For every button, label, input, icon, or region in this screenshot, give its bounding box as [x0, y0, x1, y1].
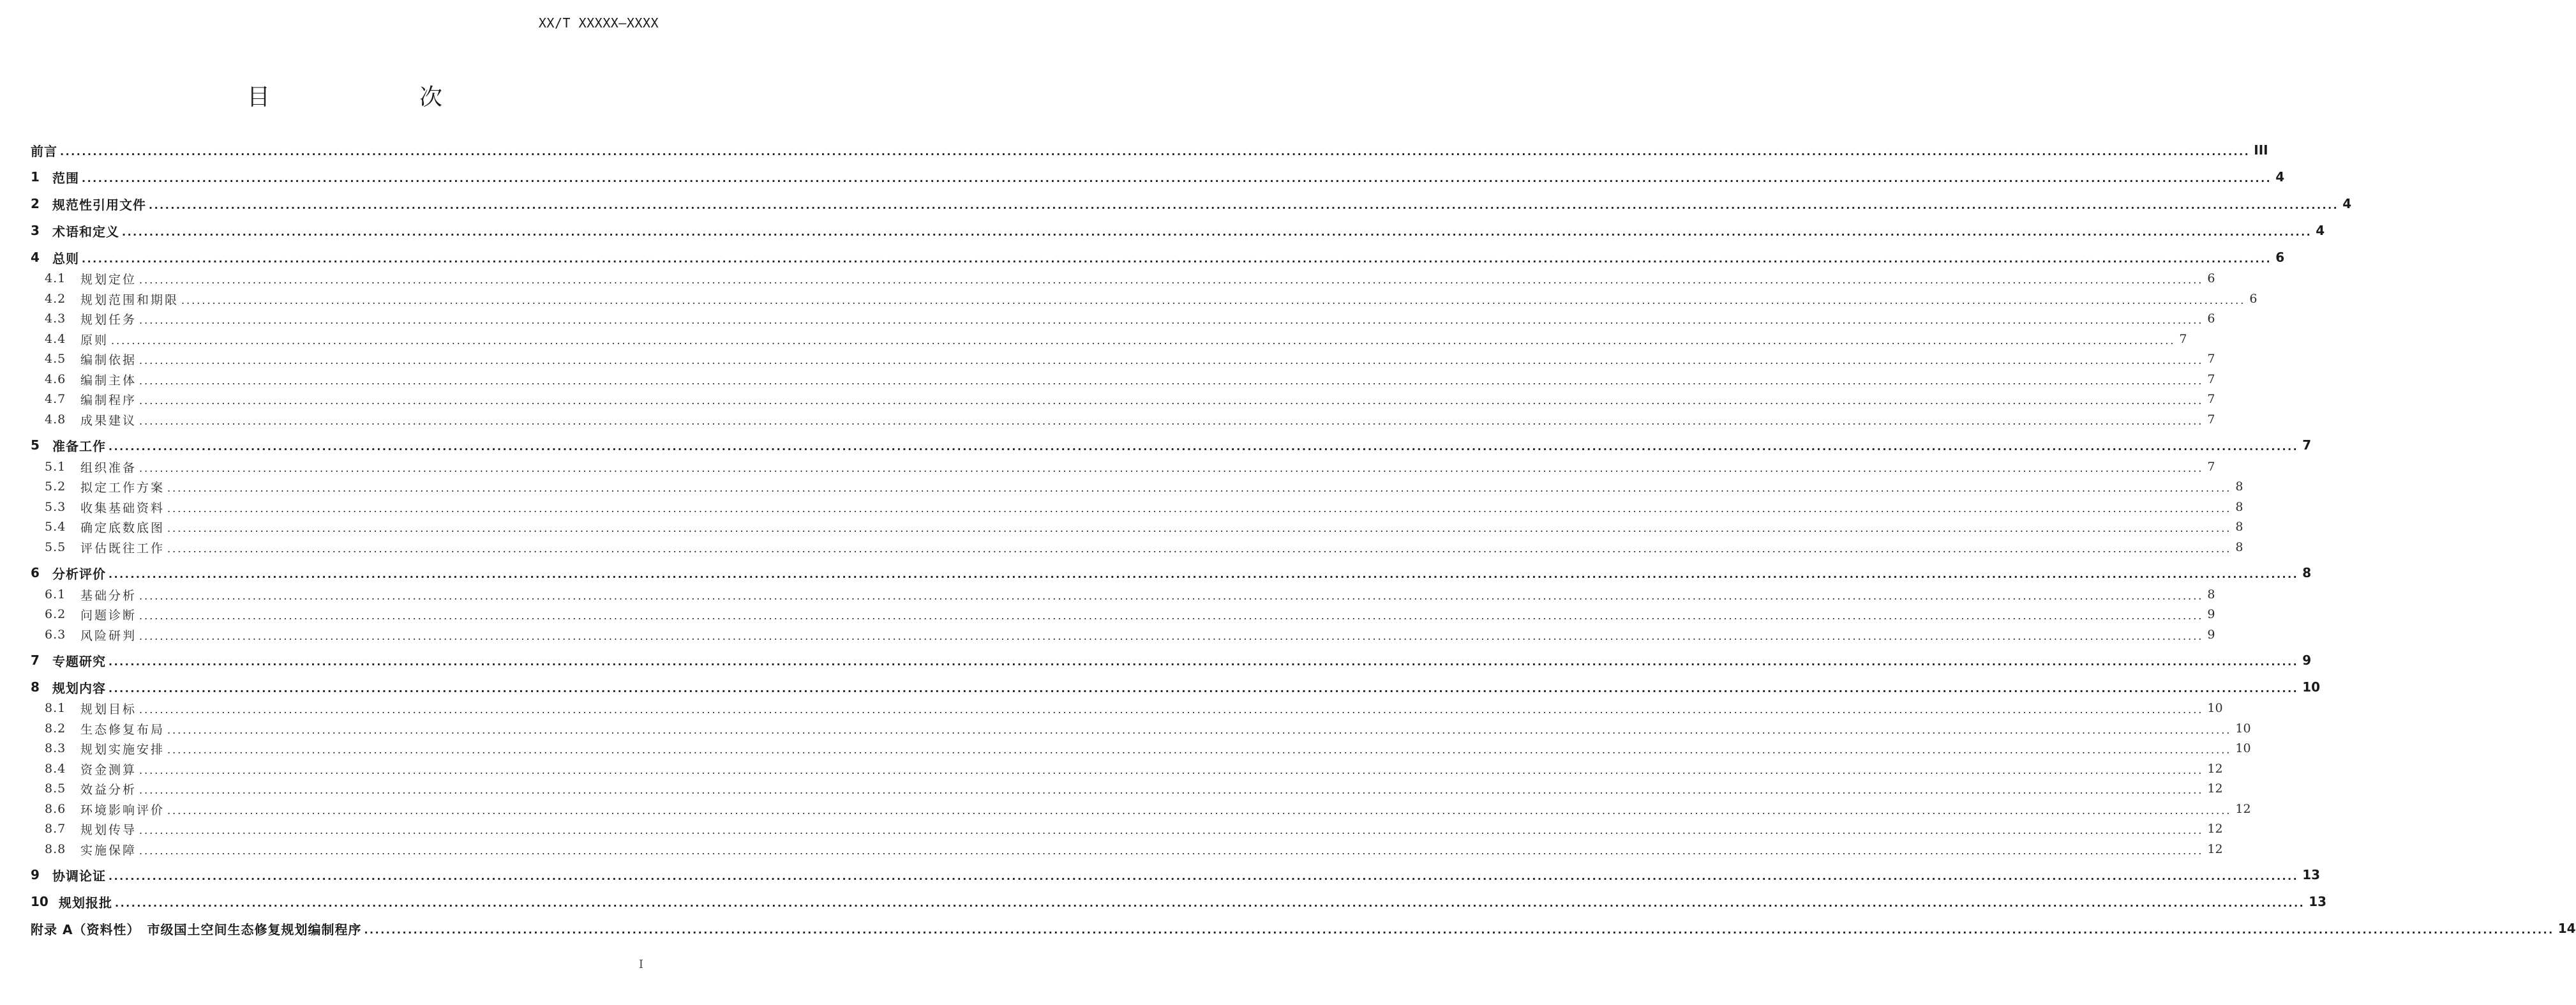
toc-entry-title: 规划报批: [59, 895, 112, 911]
toc-entry[interactable]: [31, 248, 2285, 267]
toc-entry-title: 规划范围和期限: [80, 292, 179, 307]
toc-entry-title: 规范性引用文件: [52, 197, 146, 213]
toc-leader-dots: ................................................................................................................................................................................................................................................................................................................................................................................................................: [109, 682, 2299, 695]
toc-entry-page: 6: [2207, 312, 2215, 326]
toc-entry-number: 8.1: [45, 701, 66, 715]
toc-entry-title: 基础分析: [80, 588, 137, 603]
toc-entry-page: 9: [2207, 628, 2215, 642]
toc-entry-page: 7: [2207, 412, 2215, 427]
toc-entry-title: 拟定工作方案: [80, 480, 165, 495]
toc-leader-dots: ................................................................................................................................................................................................................................................................................................................................................................................................................: [167, 502, 2232, 515]
toc-leader-dots: ................................................................................................................................................................................................................................................................................................................................................................................................................: [139, 414, 2204, 427]
toc-entry[interactable]: [45, 819, 2223, 838]
toc-entry[interactable]: [45, 605, 2215, 624]
toc-entry[interactable]: [31, 892, 2327, 911]
toc-entry-number: 6.3: [45, 628, 66, 642]
toc-leader-dots: ................................................................................................................................................................................................................................................................................................................................................................................................................: [82, 252, 2272, 265]
toc-entry[interactable]: [45, 739, 2251, 758]
toc-entry[interactable]: [45, 840, 2223, 859]
toc-entry-title: 规划实施安排: [80, 742, 165, 757]
toc-entry-page: 10: [2207, 701, 2223, 715]
toc-leader-dots: ................................................................................................................................................................................................................................................................................................................................................................................................................: [167, 481, 2232, 494]
toc-entry-number: 4.6: [45, 372, 66, 386]
toc-leader-dots: ................................................................................................................................................................................................................................................................................................................................................................................................................: [139, 374, 2204, 387]
toc-entry-title: 术语和定义: [52, 223, 119, 239]
toc-entry-title: 成果建议: [80, 413, 137, 428]
toc-entry-number: 5.3: [45, 500, 66, 514]
toc-entry[interactable]: [45, 799, 2251, 819]
toc-entry-title: 前言: [31, 143, 57, 159]
page-title: 目 次: [246, 84, 477, 110]
document-code: XX/T XXXXX—XXXX: [538, 15, 659, 31]
toc-entry-number: 6.2: [45, 607, 66, 621]
toc-entry-page: 8: [2235, 480, 2243, 494]
toc-entry-page: 10: [2235, 741, 2251, 755]
toc-leader-dots: ................................................................................................................................................................................................................................................................................................................................................................................................................: [139, 589, 2204, 602]
toc-entry-title: 准备工作: [52, 438, 106, 454]
toc-entry-number: 5.2: [45, 480, 66, 494]
toc-entry-title: 编制程序: [80, 393, 137, 407]
toc-leader-dots: ................................................................................................................................................................................................................................................................................................................................................................................................................: [167, 723, 2232, 736]
toc-entry[interactable]: [31, 167, 2285, 186]
toc-entry-title: 附录 A（资料性） 市级国土空间生态修复规划编制程序: [31, 921, 362, 937]
toc-leader-dots: ................................................................................................................................................................................................................................................................................................................................................................................................................: [139, 354, 2204, 366]
toc-entry[interactable]: [31, 194, 2352, 213]
toc-entry-title: 编制依据: [80, 352, 137, 367]
toc-entry-title: 效益分析: [80, 782, 137, 797]
toc-entry-title: 规划目标: [80, 702, 137, 716]
toc-entry-number: 4.2: [45, 292, 66, 306]
toc-leader-dots: ................................................................................................................................................................................................................................................................................................................................................................................................................: [139, 273, 2204, 286]
toc-entry[interactable]: [45, 477, 2243, 496]
toc-entry-number: 6.1: [45, 587, 66, 601]
toc-leader-dots: ................................................................................................................................................................................................................................................................................................................................................................................................................: [109, 568, 2299, 580]
toc-entry-number: 4.4: [45, 332, 66, 346]
toc-entry-title: 规划任务: [80, 312, 137, 327]
toc-entry-page: 12: [2207, 822, 2223, 836]
toc-entry-page: 12: [2207, 782, 2223, 796]
toc-entry[interactable]: [45, 329, 2187, 349]
toc-entry-title: 环境影响评价: [80, 803, 165, 817]
toc-entry-number: 4.8: [45, 412, 66, 427]
toc-leader-dots: ................................................................................................................................................................................................................................................................................................................................................................................................................: [115, 896, 2305, 909]
toc-entry-page: 4: [2275, 169, 2285, 185]
toc-entry-title: 分析评价: [52, 566, 106, 582]
toc-leader-dots: ................................................................................................................................................................................................................................................................................................................................................................................................................: [109, 870, 2299, 882]
toc-entry-title: 生态修复布局: [80, 722, 165, 737]
toc-entry-number: 8.6: [45, 802, 66, 816]
toc-leader-dots: ................................................................................................................................................................................................................................................................................................................................................................................................................: [60, 145, 2250, 158]
toc-entry[interactable]: [31, 435, 2312, 455]
toc-entry-title: 规划传导: [80, 822, 137, 837]
toc-entry-title: 总则: [52, 250, 79, 266]
toc-entry-number: 5.5: [45, 540, 66, 554]
toc-entry[interactable]: [45, 779, 2223, 798]
toc-entry[interactable]: [31, 677, 2321, 697]
toc-entry-title: 评估既往工作: [80, 541, 165, 555]
toc-entry-number: 6: [31, 565, 40, 580]
toc-entry[interactable]: [45, 269, 2215, 288]
toc-entry-page: 14: [2557, 921, 2576, 936]
toc-entry-number: 8.5: [45, 782, 66, 796]
toc-entry[interactable]: [45, 719, 2251, 738]
toc-entry-page: 10: [2235, 722, 2251, 736]
toc-entry[interactable]: [45, 585, 2215, 604]
toc-entry-page: 7: [2207, 460, 2215, 474]
toc-entry-page: 8: [2235, 500, 2243, 514]
toc-entry-number: 8.8: [45, 842, 66, 856]
toc-entry-page: 13: [2302, 867, 2321, 882]
page-number: I: [638, 958, 643, 971]
toc-entry-page: 6: [2207, 271, 2215, 285]
toc-entry[interactable]: [31, 563, 2312, 582]
toc-entry-title: 风险研判: [80, 628, 137, 643]
toc-entry-title: 编制主体: [80, 373, 137, 388]
toc-entry[interactable]: [45, 538, 2243, 557]
toc-entry-number: 8.7: [45, 822, 66, 836]
toc-entry[interactable]: [45, 410, 2215, 429]
toc-entry-title: 规划内容: [52, 680, 106, 696]
toc-leader-dots: ................................................................................................................................................................................................................................................................................................................................................................................................................: [167, 542, 2232, 555]
toc-entry[interactable]: [31, 865, 2321, 884]
toc-entry-number: 10: [31, 894, 49, 909]
toc-leader-dots: ................................................................................................................................................................................................................................................................................................................................................................................................................: [149, 199, 2339, 211]
toc-entry-page: 8: [2235, 520, 2243, 534]
toc-leader-dots: ................................................................................................................................................................................................................................................................................................................................................................................................................: [122, 225, 2312, 238]
toc-entry[interactable]: [45, 370, 2215, 389]
toc-entry-title: 范围: [52, 170, 79, 186]
toc-entry-page: 4: [2342, 196, 2352, 211]
toc-entry-title: 确定底数底图: [80, 520, 165, 535]
toc-entry-page: 10: [2302, 679, 2321, 695]
toc-entry-page: 7: [2207, 392, 2215, 406]
toc-entry-page: 8: [2207, 587, 2215, 601]
toc-entry-number: 4.7: [45, 392, 66, 406]
toc-entry-page: 9: [2207, 607, 2215, 621]
toc-entry-number: 8.3: [45, 741, 66, 755]
toc-entry[interactable]: [45, 389, 2215, 409]
toc-entry[interactable]: [45, 759, 2223, 778]
toc-entry-page: 4: [2316, 223, 2325, 238]
toc-entry-number: 3: [31, 223, 40, 238]
toc-entry-page: 12: [2235, 802, 2251, 816]
toc-entry-page: 7: [2207, 352, 2215, 366]
toc-entry-page: III: [2254, 142, 2268, 158]
toc-entry-number: 8: [31, 679, 40, 695]
toc-leader-dots: ................................................................................................................................................................................................................................................................................................................................................................................................................: [82, 172, 2272, 185]
toc-leader-dots: ................................................................................................................................................................................................................................................................................................................................................................................................................: [139, 703, 2204, 716]
toc-entry-title: 组织准备: [80, 460, 137, 475]
toc-entry[interactable]: [45, 457, 2215, 476]
toc-entry-title: 原则: [80, 333, 109, 347]
toc-entry[interactable]: [45, 517, 2243, 536]
toc-entry-number: 1: [31, 169, 40, 185]
toc-entry[interactable]: [45, 349, 2215, 368]
toc-leader-dots: ................................................................................................................................................................................................................................................................................................................................................................................................................: [167, 522, 2232, 534]
toc-entry[interactable]: [45, 309, 2215, 328]
toc-entry[interactable]: [31, 651, 2312, 670]
toc-entry-number: 5.1: [45, 460, 66, 474]
toc-entry-page: 12: [2207, 842, 2223, 856]
toc-leader-dots: ................................................................................................................................................................................................................................................................................................................................................................................................................: [364, 923, 2554, 936]
toc-leader-dots: ................................................................................................................................................................................................................................................................................................................................................................................................................: [139, 394, 2204, 407]
toc-leader-dots: ................................................................................................................................................................................................................................................................................................................................................................................................................: [167, 804, 2232, 817]
toc-entry-page: 6: [2275, 250, 2285, 265]
toc-leader-dots: ................................................................................................................................................................................................................................................................................................................................................................................................................: [139, 462, 2204, 474]
toc-entry-page: 8: [2302, 565, 2312, 580]
toc-entry-title: 协调论证: [52, 868, 106, 884]
toc-entry[interactable]: [31, 140, 2268, 160]
toc-leader-dots: ................................................................................................................................................................................................................................................................................................................................................................................................................: [109, 440, 2299, 453]
toc-entry-number: 5: [31, 437, 40, 453]
toc-leader-dots: ................................................................................................................................................................................................................................................................................................................................................................................................................: [139, 783, 2204, 796]
toc-entry-title: 规划定位: [80, 272, 137, 287]
toc-entry-title: 专题研究: [52, 653, 106, 669]
toc-leader-dots: ................................................................................................................................................................................................................................................................................................................................................................................................................: [139, 824, 2204, 836]
toc-leader-dots: ................................................................................................................................................................................................................................................................................................................................................................................................................: [139, 609, 2204, 622]
toc-entry-number: 4.3: [45, 312, 66, 326]
toc-leader-dots: ................................................................................................................................................................................................................................................................................................................................................................................................................: [181, 294, 2246, 306]
toc-entry[interactable]: [45, 699, 2223, 718]
toc-entry-number: 9: [31, 867, 40, 882]
toc-entry-number: 4.5: [45, 352, 66, 366]
toc-entry[interactable]: [45, 497, 2243, 517]
toc-leader-dots: ................................................................................................................................................................................................................................................................................................................................................................................................................: [109, 655, 2299, 668]
toc-entry-number: 8.2: [45, 722, 66, 736]
toc-entry-title: 资金测算: [80, 762, 137, 777]
toc-leader-dots: ................................................................................................................................................................................................................................................................................................................................................................................................................: [139, 630, 2204, 642]
toc-entry-number: 4: [31, 250, 40, 265]
toc-entry-page: 7: [2207, 372, 2215, 386]
toc-entry-page: 8: [2235, 540, 2243, 554]
toc-entry-page: 12: [2207, 762, 2223, 776]
toc-entry-page: 7: [2302, 437, 2312, 453]
toc-entry-page: 9: [2302, 653, 2312, 668]
toc-leader-dots: ................................................................................................................................................................................................................................................................................................................................................................................................................: [139, 844, 2204, 857]
toc-entry-title: 实施保障: [80, 843, 137, 858]
toc-leader-dots: ................................................................................................................................................................................................................................................................................................................................................................................................................: [111, 334, 2176, 347]
toc-leader-dots: ................................................................................................................................................................................................................................................................................................................................................................................................................: [167, 743, 2232, 756]
toc-entry-number: 5.4: [45, 520, 66, 534]
toc-entry[interactable]: [45, 625, 2215, 644]
toc-entry-page: 6: [2249, 292, 2258, 306]
toc-leader-dots: ................................................................................................................................................................................................................................................................................................................................................................................................................: [139, 314, 2204, 326]
toc-entry[interactable]: [45, 289, 2258, 308]
toc-entry-title: 收集基础资料: [80, 501, 165, 515]
toc-entry[interactable]: [31, 221, 2325, 240]
toc-entry-number: 2: [31, 196, 40, 211]
toc-entry-page: 13: [2309, 894, 2327, 909]
toc-entry-page: 7: [2179, 332, 2187, 346]
toc-entry-number: 8.4: [45, 762, 66, 776]
toc-entry[interactable]: [31, 919, 2576, 938]
toc-leader-dots: ................................................................................................................................................................................................................................................................................................................................................................................................................: [139, 764, 2204, 776]
toc-entry-title: 问题诊断: [80, 608, 137, 623]
toc-entry-number: 4.1: [45, 271, 66, 285]
toc-entry-number: 7: [31, 653, 40, 668]
